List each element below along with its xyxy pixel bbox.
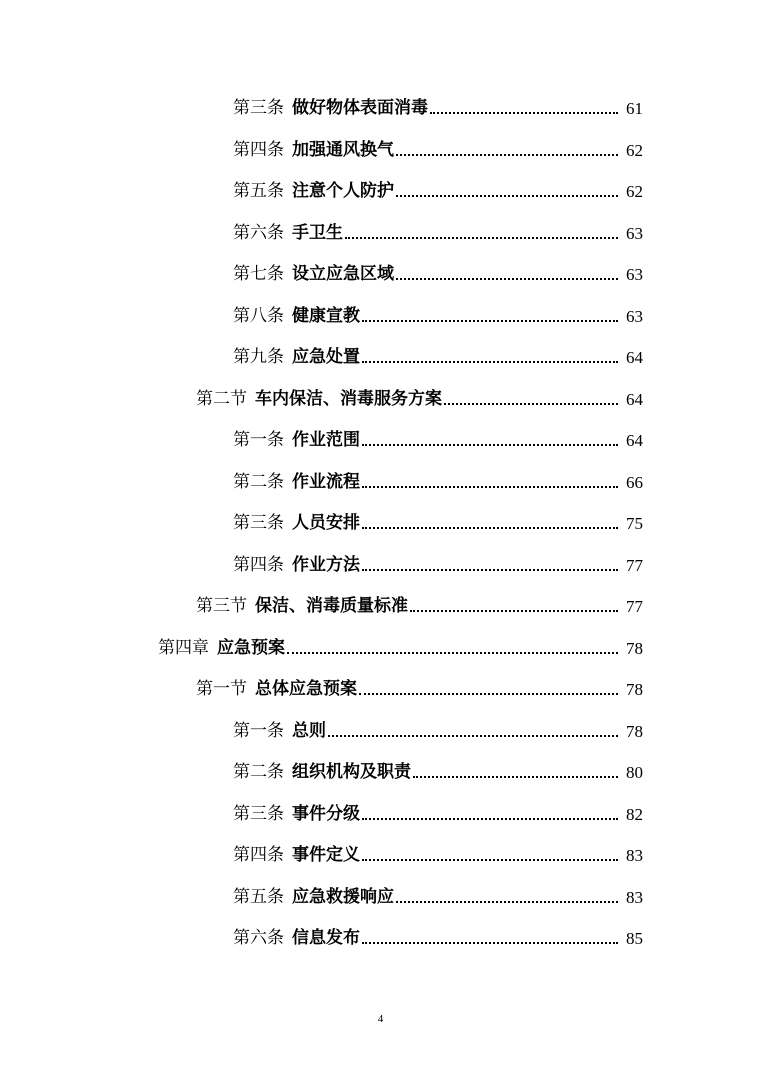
toc-dot-leader [345,220,618,239]
toc-entry[interactable] [0,88,761,130]
toc-dot-leader [362,842,618,861]
toc-entry[interactable] [0,545,761,587]
toc-dot-leader [396,261,618,280]
toc-entry[interactable] [0,752,761,794]
toc-entry-number: 第四条 [233,139,284,160]
toc-entry-title: 做好物体表面消毒 [292,98,428,119]
toc-entry-title: 应急预案 [217,637,285,658]
toc-dot-leader [444,386,618,405]
toc-entry-page: 63 [626,265,643,285]
toc-entry-title: 设立应急区域 [292,264,394,285]
toc-entry-page: 83 [626,887,643,907]
toc-entry-title: 车内保洁、消毒服务方案 [255,388,442,409]
toc-entry-page: 64 [626,348,643,368]
toc-dot-leader [362,801,618,820]
page-number: 4 [377,1013,384,1025]
toc-dot-leader [410,593,618,612]
toc-entry-title: 事件定义 [292,845,360,866]
toc-entry-number: 第八条 [233,305,284,326]
toc-entry-number: 第三条 [233,98,284,119]
toc-entry-number: 第六条 [233,222,284,243]
toc-entry-page: 78 [626,638,643,658]
toc-entry[interactable] [0,337,761,379]
toc-entry-title: 信息发布 [292,928,360,949]
toc-entry-title: 组织机构及职责 [292,762,411,783]
toc-entry-page: 82 [626,804,643,824]
toc-dot-leader [362,925,618,944]
toc-entry-title: 手卫生 [292,222,343,243]
toc-entry-page: 85 [626,929,643,949]
toc-entry-title: 事件分级 [292,803,360,824]
toc-entry-number: 第四章 [158,637,209,658]
toc-entry-number: 第四条 [233,554,284,575]
toc-dot-leader [362,303,618,322]
toc-entry[interactable] [0,794,761,836]
toc-entry-page: 66 [626,472,643,492]
toc-entry-title: 注意个人防护 [292,181,394,202]
toc-entry-page: 64 [626,389,643,409]
toc-entry[interactable] [0,628,761,670]
table-of-contents [0,88,761,960]
toc-entry-number: 第五条 [233,886,284,907]
toc-dot-leader [396,137,618,156]
toc-entry-number: 第六条 [233,928,284,949]
toc-dot-leader [287,635,618,654]
toc-entry-number: 第三条 [233,803,284,824]
toc-entry[interactable] [0,503,761,545]
toc-entry-title: 应急处置 [292,347,360,368]
toc-entry-title: 作业方法 [292,554,360,575]
toc-entry-number: 第二条 [233,471,284,492]
toc-entry-page: 64 [626,431,643,451]
toc-dot-leader [362,427,618,446]
toc-entry-number: 第三条 [233,513,284,534]
toc-dot-leader [396,884,618,903]
toc-entry-number: 第一节 [196,679,247,700]
toc-entry[interactable] [0,213,761,255]
toc-entry-number: 第二节 [196,388,247,409]
toc-dot-leader [359,676,618,695]
toc-entry-page: 78 [626,721,643,741]
toc-entry[interactable] [0,877,761,919]
toc-entry-title: 保洁、消毒质量标准 [255,596,408,617]
toc-entry-number: 第二条 [233,762,284,783]
toc-entry-page: 63 [626,223,643,243]
toc-dot-leader [328,718,618,737]
toc-entry-number: 第三节 [196,596,247,617]
toc-entry-number: 第九条 [233,347,284,368]
toc-entry-page: 75 [626,514,643,534]
toc-entry-number: 第一条 [233,430,284,451]
toc-dot-leader [430,95,618,114]
toc-entry-page: 80 [626,763,643,783]
toc-dot-leader [396,178,618,197]
toc-entry[interactable] [0,835,761,877]
toc-entry[interactable] [0,379,761,421]
toc-entry[interactable] [0,171,761,213]
toc-entry[interactable] [0,586,761,628]
toc-entry-title: 作业流程 [292,471,360,492]
toc-entry-page: 77 [626,555,643,575]
toc-dot-leader [362,510,618,529]
toc-entry[interactable] [0,254,761,296]
toc-entry-title: 应急救援响应 [292,886,394,907]
toc-entry[interactable] [0,669,761,711]
toc-entry[interactable] [0,462,761,504]
toc-dot-leader [362,469,618,488]
toc-entry-page: 63 [626,306,643,326]
toc-entry-title: 健康宣教 [292,305,360,326]
toc-entry-number: 第四条 [233,845,284,866]
toc-entry[interactable] [0,296,761,338]
toc-entry-title: 总体应急预案 [255,679,357,700]
toc-entry-page: 62 [626,182,643,202]
toc-entry-page: 83 [626,846,643,866]
toc-entry-title: 作业范围 [292,430,360,451]
toc-entry[interactable] [0,130,761,172]
toc-entry-title: 加强通风换气 [292,139,394,160]
toc-entry-title: 人员安排 [292,513,360,534]
toc-entry[interactable] [0,918,761,960]
toc-entry[interactable] [0,711,761,753]
toc-entry-number: 第七条 [233,264,284,285]
toc-entry-page: 77 [626,597,643,617]
toc-entry-page: 78 [626,680,643,700]
toc-entry[interactable] [0,420,761,462]
toc-entry-page: 61 [626,99,643,119]
toc-dot-leader [362,552,618,571]
toc-entry-page: 62 [626,140,643,160]
toc-entry-number: 第五条 [233,181,284,202]
toc-entry-title: 总则 [292,720,326,741]
toc-entry-number: 第一条 [233,720,284,741]
toc-dot-leader [362,344,618,363]
toc-dot-leader [413,759,618,778]
